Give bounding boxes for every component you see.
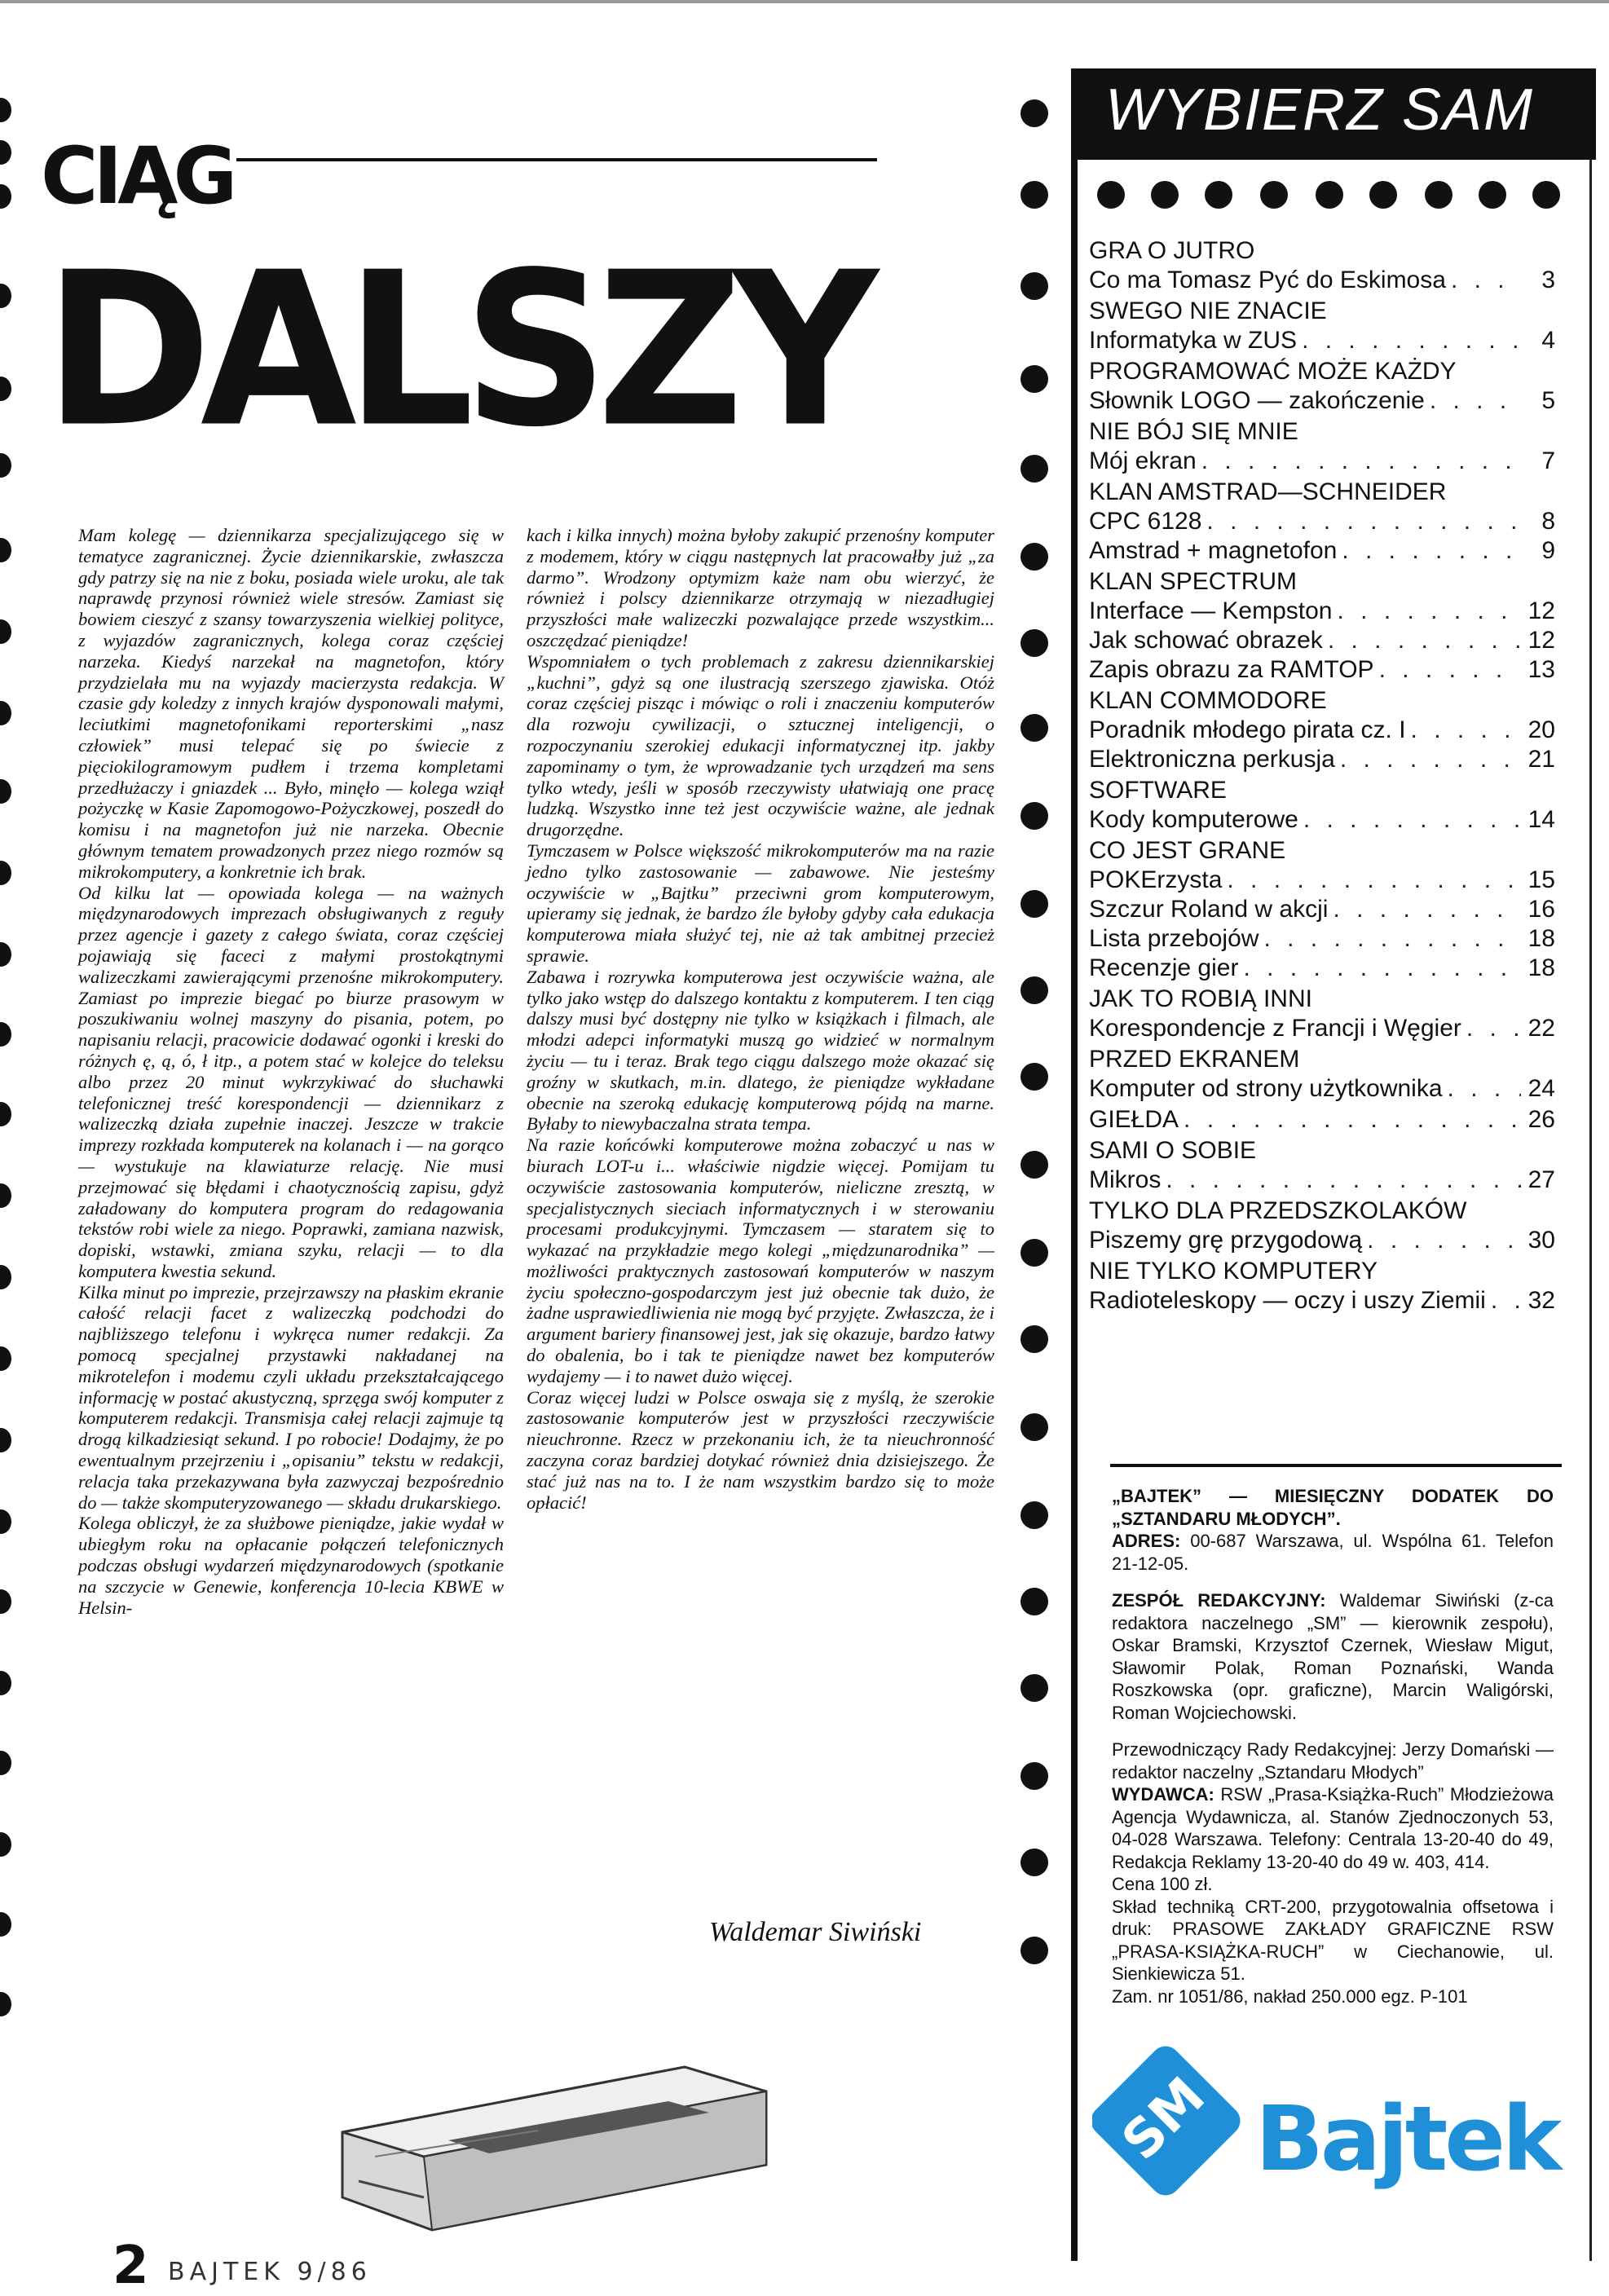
toc-entry-page: 7 bbox=[1541, 447, 1555, 474]
page-footer: BAJTEK 9/86 bbox=[168, 2258, 372, 2286]
toc-entry bbox=[1089, 954, 1555, 983]
toc-entry bbox=[1089, 1014, 1555, 1043]
toc-section bbox=[1089, 478, 1555, 566]
toc-entry-title: Radioteleskopy — oczy i uszy Ziemii bbox=[1089, 1287, 1486, 1314]
toc-leader-dots bbox=[1451, 266, 1521, 295]
toc-entry-page: 4 bbox=[1541, 327, 1555, 354]
imprint-masthead: „BAJTEK” — MIESIĘCZNY DODATEK DO „SZTANDARU MŁODYCH”. bbox=[1112, 1486, 1554, 1529]
toc-leader-dots bbox=[1184, 1105, 1521, 1135]
article-column-1: Mam kolegę — dziennikarza specjalizującego się w tematyce zagranicznej. Życie dziennikarskie, zwłaszcza gdy patrzy się na nie z boku, posiada wiele uroku, ale tak naprawdę przynosi również wiele stresów. Zamiast się bowiem cieszyć z szansy towarzyszenia wielkiej polityce, z wyjazdów zagranicznych, kolega coraz częściej narzeka. Kiedyś narzekał na magnetofon, który przydzielała mu na wyjazdy macierzysta redakcja. W czasie gdy koledzy z innych krajów dysponowali małymi, leciutkimi magnetofonikami reporterskimi „nasz człowiek” musi telepać się po świecie z pięciokilogramowym pudłem i trzema kompletami przedłużaczy i gniazdek ... Było, minęło — kolega wziął pożyczkę w Kasie Zapomogowo-Pożyczkowej, poszedł do komisu i na magnetofon już nie narzeka. Obecnie głównym tematem prowadzonych przez niego rozmów są mikrokomputery, a konkretnie ich brak. Od kilku lat — opowiada kolega — na ważnych międzynarodowych imprezach obsługiwanych z reguły przez agencje i gazety z całego świata, coraz częściej pojawiają się faceci z małymi prostokątnymi walizeczkami zawierającymi przenośne mikrokomputery. Zamiast po imprezie biegać po biurze prasowym w poszukiwaniu wolnej maszyny do pisania, potem, po napisaniu relacji, pracowicie dodawać ogonki i kreski do różnych ę, ą, ó, ł itp., a potem stać w kolejce do teleksu albo przez 20 minut wykrzykiwać do słuchawki telefonicznej treść korespondencji — dziennikarz z walizeczką działa zupełnie inaczej. Jeszcze w trakcie imprezy rozkłada komputerek na kolanach i — na gorąco — wystukuje na klawiaturze relację. Nie musi przejmować się błędami i chaotycznością zapisu, gdyż załadowany do komputera program do redagowania tekstów robi wiele za niego. Poprawki, zamiana nazwisk, dopiski, wstawki, zmiana szyku, relacji — to dla komputera kwestia sekund. Kilka minut po imprezie, przejrzawszy na płaskim ekranie całość relacji facet z walizeczką podchodzi do najbliższego telefonu i wykręca numer redakcji. Za pomocą specjalnej przystawki nakładanej na mikrotelefon i modemu czyli układu przekształcającego informację w postać akustyczną, sprzęga swój komputer z komputerem redakcji. Transmisja całej relacji zajmuje tą drogą kilkadziesiąt sekund. I po robocie! Dodajmy, że po ewentualnym przejrzeniu i „opisaniu” tekstu w redakcji, relacja taka przekazywana była zazwyczaj bezpośrednio do — także skomputeryzowanego — składu drukarskiego. Kolega obliczył, że za służbowe pieniądze, jakie wydał w ubiegłym roku na opłacanie połączeń telefonicznych podczas obsługi wydarzeń międzynarodowych (spotkanie na szczycie w Genewie, konferencja 10-lecia KBWE w Helsin- bbox=[78, 525, 504, 1618]
toc-leader-dots bbox=[1340, 745, 1521, 774]
toc-entry-page: 16 bbox=[1527, 896, 1555, 923]
toc-entry-page: 32 bbox=[1527, 1287, 1555, 1314]
headline-dalszy: DALSZY bbox=[44, 227, 867, 474]
toc-entry bbox=[1089, 1166, 1555, 1195]
toc-entry-page: 20 bbox=[1527, 716, 1555, 743]
toc-entry bbox=[1089, 1226, 1555, 1255]
toc-leader-dots bbox=[1201, 447, 1521, 476]
toc-entry-title: Jak schować obrazek bbox=[1089, 627, 1323, 654]
toc-section-heading: PROGRAMOWAĆ MOŻE KAŻDY bbox=[1089, 358, 1457, 385]
toc-entry bbox=[1089, 655, 1555, 685]
toc-entry-title: Recenzje gier bbox=[1089, 954, 1239, 981]
toc-leader-dots bbox=[1342, 536, 1521, 566]
headline-ciag: CIĄG bbox=[41, 130, 233, 222]
toc-entry-title: Szczur Roland w akcji bbox=[1089, 896, 1329, 923]
toc-leader-dots bbox=[1303, 805, 1521, 835]
toc-leader-dots bbox=[1411, 716, 1521, 745]
toc-section bbox=[1089, 297, 1555, 355]
toc-leader-dots bbox=[1302, 326, 1521, 355]
toc-entry-page: 21 bbox=[1527, 746, 1555, 773]
toc-entry-title: Elektroniczna perkusja bbox=[1089, 746, 1335, 773]
toc-entry bbox=[1089, 866, 1555, 895]
toc-entry-page: 12 bbox=[1527, 627, 1555, 654]
toc-entry-page: 9 bbox=[1541, 537, 1555, 564]
toc-section-heading: JAK TO ROBIĄ INNI bbox=[1089, 985, 1312, 1012]
toc-section-heading: SWEGO NIE ZNACIE bbox=[1089, 297, 1327, 324]
toc-entry-title: Kody komputerowe bbox=[1089, 806, 1298, 833]
toc-section-heading: KLAN COMMODORE bbox=[1089, 687, 1327, 714]
toc-leader-dots bbox=[1337, 597, 1521, 626]
toc-section bbox=[1089, 776, 1555, 835]
printer-illustration bbox=[326, 2034, 782, 2238]
toc-section-heading: KLAN SPECTRUM bbox=[1089, 568, 1298, 595]
toc-section-heading: GRA O JUTRO bbox=[1089, 237, 1255, 264]
toc-entry-page: 22 bbox=[1527, 1015, 1555, 1042]
bajtek-logo bbox=[1092, 2015, 1573, 2227]
toc-entry-title: GIEŁDA bbox=[1089, 1106, 1179, 1133]
imprint-team: ZESPÓŁ REDAKCYJNY: Waldemar Siwiński (z-ca redaktora naczelnego „SM” — kierownik zespołu), Oskar Bramski, Krzysztof Czernek, Wiesław Migut, Sławomir Polak, Roman Poznański, Wanda Roszkowska (opr. graficzne), Marcin Waligórski, Roman Wojciechowski. bbox=[1112, 1590, 1554, 1723]
toc-entry-page: 12 bbox=[1527, 597, 1555, 624]
toc-entry-title: POKErzysta bbox=[1089, 866, 1223, 893]
article-signature: Waldemar Siwiński bbox=[709, 1917, 922, 1947]
toc-entry-title: Słownik LOGO — zakończenie bbox=[1089, 387, 1425, 414]
toc-section-heading: NIE TYLKO KOMPUTERY bbox=[1089, 1258, 1378, 1285]
logo-badge-text: SM bbox=[1110, 2065, 1217, 2172]
toc-entry-page: 26 bbox=[1527, 1106, 1555, 1133]
table-of-contents bbox=[1089, 236, 1555, 1317]
toc-section bbox=[1089, 1136, 1555, 1195]
imprint-council: Przewodniczący Rady Redakcyjnej: Jerzy Domański — redaktor naczelny „Sztandaru Młodych” WYDAWCA: RSW „Prasa-Książka-Ruch” Młodzieżowa Agencja Wydawnicza, al. Stanów Zjednoczonych 53, 04-028 Warszawa. Telefony: Centrala 13-20-40 do 49, Redakcja Reklamy 13-20-40 do 49 w. 403, 414. Cena 100 zł. Skład techniką CRT-200, przygotowalnia offsetowa i druk: PRASOWE ZAKŁADY GRAFICZNE RSW „PRASA-KSIĄŻKA-RUCH” w Ciechanowie, ul. Sienkiewicza 51. Zam. nr 1051/86, nakład 250.000 egz. P-101 bbox=[1112, 1739, 1554, 2007]
toc-leader-dots bbox=[1466, 1014, 1521, 1043]
toc-section bbox=[1089, 1257, 1555, 1315]
toc-entry bbox=[1089, 805, 1555, 835]
toc-entry bbox=[1089, 1074, 1555, 1104]
toc-section bbox=[1089, 1105, 1555, 1135]
toc-entry bbox=[1089, 1105, 1555, 1135]
toc-entry-page: 15 bbox=[1527, 866, 1555, 893]
toc-leader-dots bbox=[1379, 655, 1521, 685]
toc-section bbox=[1089, 836, 1555, 983]
toc-leader-dots bbox=[1227, 866, 1521, 895]
imprint-address: ADRES: 00-687 Warszawa, ul. Wspólna 61. Telefon 21-12-05. bbox=[1112, 1531, 1554, 1574]
toc-leader-dots bbox=[1448, 1074, 1521, 1104]
toc-entry bbox=[1089, 597, 1555, 626]
toc-leader-dots bbox=[1328, 626, 1521, 655]
toc-entry-page: 30 bbox=[1527, 1227, 1555, 1254]
toc-leader-dots bbox=[1243, 954, 1521, 983]
toc-leader-dots bbox=[1263, 924, 1521, 954]
toc-leader-dots bbox=[1166, 1166, 1521, 1195]
toc-entry bbox=[1089, 507, 1555, 536]
imprint-separator bbox=[1110, 1464, 1562, 1467]
toc-leader-dots bbox=[1430, 386, 1521, 416]
toc-entry-title: Co ma Tomasz Pyć do Eskimosa bbox=[1089, 267, 1446, 293]
toc-entry-title: Amstrad + magnetofon bbox=[1089, 537, 1338, 564]
toc-entry-title: CPC 6128 bbox=[1089, 508, 1202, 535]
toc-section bbox=[1089, 417, 1555, 476]
toc-entry-page: 3 bbox=[1541, 267, 1555, 293]
toc-entry bbox=[1089, 326, 1555, 355]
toc-entry bbox=[1089, 924, 1555, 954]
toc-section-heading: NIE BÓJ SIĘ MNIE bbox=[1089, 418, 1298, 445]
toc-entry-title: Informatyka w ZUS bbox=[1089, 327, 1298, 354]
toc-entry-title: Lista przebojów bbox=[1089, 925, 1259, 952]
toc-entry bbox=[1089, 386, 1555, 416]
imprint bbox=[1089, 1485, 1554, 2022]
toc-leader-dots bbox=[1491, 1286, 1521, 1315]
page-number: 2 bbox=[112, 2236, 149, 2296]
toc-section-heading: SAMI O SOBIE bbox=[1089, 1137, 1257, 1164]
toc-entry-title: Interface — Kempston bbox=[1089, 597, 1333, 624]
sidebar-title: WYBIERZ SAM bbox=[1105, 77, 1535, 143]
toc-section bbox=[1089, 1196, 1555, 1255]
toc-section-heading: TYLKO DLA PRZEDSZKOLAKÓW bbox=[1089, 1197, 1467, 1224]
toc-section bbox=[1089, 236, 1555, 295]
toc-entry-title: Korespondencje z Francji i Węgier bbox=[1089, 1015, 1461, 1042]
toc-entry bbox=[1089, 1286, 1555, 1315]
toc-section-heading: PRZED EKRANEM bbox=[1089, 1046, 1300, 1073]
toc-entry-page: 18 bbox=[1527, 925, 1555, 952]
toc-entry-title: Poradnik młodego pirata cz. I bbox=[1089, 716, 1406, 743]
toc-entry bbox=[1089, 895, 1555, 924]
toc-entry bbox=[1089, 447, 1555, 476]
toc-entry-title: Mój ekran bbox=[1089, 447, 1197, 474]
toc-entry-page: 14 bbox=[1527, 806, 1555, 833]
toc-section bbox=[1089, 686, 1555, 774]
toc-entry-title: Komputer od strony użytkownika bbox=[1089, 1075, 1443, 1102]
toc-entry-page: 24 bbox=[1527, 1075, 1555, 1102]
toc-entry bbox=[1089, 266, 1555, 295]
toc-entry-title: Piszemy grę przygodową bbox=[1089, 1227, 1363, 1254]
toc-leader-dots bbox=[1206, 507, 1521, 536]
toc-section bbox=[1089, 985, 1555, 1043]
toc-section bbox=[1089, 567, 1555, 685]
toc-entry-page: 18 bbox=[1527, 954, 1555, 981]
toc-section-heading: KLAN AMSTRAD—SCHNEIDER bbox=[1089, 478, 1447, 505]
toc-entry bbox=[1089, 716, 1555, 745]
toc-leader-dots bbox=[1333, 895, 1521, 924]
toc-entry-page: 27 bbox=[1527, 1166, 1555, 1193]
toc-entry-title: Zapis obrazu za RAMTOP bbox=[1089, 656, 1374, 683]
toc-section-heading: CO JEST GRANE bbox=[1089, 837, 1286, 864]
toc-entry-page: 8 bbox=[1541, 508, 1555, 535]
logo-wordmark: Bajtek bbox=[1255, 2087, 1559, 2191]
toc-entry-page: 13 bbox=[1527, 656, 1555, 683]
toc-section bbox=[1089, 1045, 1555, 1104]
toc-entry bbox=[1089, 536, 1555, 566]
headline-rule bbox=[236, 158, 877, 161]
toc-entry-page: 5 bbox=[1541, 387, 1555, 414]
toc-leader-dots bbox=[1367, 1226, 1521, 1255]
toc-entry-title: Mikros bbox=[1089, 1166, 1162, 1193]
toc-section-heading: SOFTWARE bbox=[1089, 777, 1227, 804]
top-rule bbox=[0, 0, 1609, 3]
sidebar-right-rule bbox=[1589, 68, 1592, 2261]
toc-section bbox=[1089, 357, 1555, 416]
toc-entry bbox=[1089, 745, 1555, 774]
article-column-2: kach i kilka innych) można byłoby zakupić przenośny komputer z modemem, który w ciągu następnych lat pracowałby już „za darmo”. Wrodzony optymizm każe nam obu wierzyć, że również i polscy dziennikarze otrzymają w niezadługiej przyszłości małe walizeczki pozwalające przede wszystkim... oszczędzać pieniądze! Wspomniałem o tych problemach z zakresu dziennikarskiej „kuchni”, gdyż są one ilustracją szerszego zjawiska. Otóż coraz częściej pisząc i mówiąc o roli i znaczeniu komputerów dla rozwoju cywilizacji, o sztucznej inteligencji, o rozpoczynaniu szerokiej edukacji informatycznej itp. jakby zapominamy o tym, że wprowadzanie tych urządzeń ma sens tylko wtedy, jeśli w sposób rzeczywisty ułatwiają one pracę ludzką. Wszystko inne też jest oczywiście ważne, ale jednak drugorzędne. Tymczasem w Polsce większość mikrokomputerów ma na razie jedno tylko zastosowanie — zabawowe. Nie jesteśmy oczywiście w „Bajtku” przeciwni grom komputerowym, upieramy się jednak, że bardzo źle byłoby gdyby cała edukacja komputerowa miała służyć tej, nie aż tak ambitnej przecież sprawie. Zabawa i rozrywka komputerowa jest oczywiście ważna, ale tylko jako wstęp do dalszego kontaktu z komputerem. I ten ciąg dalszy musi być dostępny nie tylko w książkach i filmach, ale młodzi adepci informatyki muszą go widzieć w normalnym życiu — tu i teraz. Brak tego ciągu dalszego może okazać się groźny w skutkach, m.in. dlatego, że pieniądze wykładane obecnie na szeroką edukację komputerową pójdą na marne. Byłaby to niewybaczalna strata tempa. Na razie końcówki komputerowe można zobaczyć u nas w biurach LOT-u i... właściwie nigdzie więcej. Pomijam tu oczywiście zastosowania komputerów, nieliczne zresztą, w specjalistycznych sieciach informatycznych i w sterowaniu procesami produkcyjnymi. Tymczasem — staratem się to wykazać na przykładzie mego kolegi „międzunarodnika” — możliwości praktycznych zastosowań komputerów w naszym życiu społeczno-gospodarczym jest już obecnie tak dużo, że żadne usprawiedliwienia nie mogą być przyjęte. Zwłaszcza, że i argument bariery finansowej jest, jak się okazuje, bardzo łatwy do obalenia, bo i tak te pieniądze nawet bez komputerów wydajemy — i to nawet dużo więcej. Coraz więcej ludzi w Polsce oswaja się z myślą, że szerokie zastosowanie komputerów jest w przyszłości rzeczywiście nieuchronne. Rzecz w przekonaniu ich, że ta nieuchronność zaczyna coraz bardziej dotykać również dnia dzisiejszego. Że stać już nas na to. I że nam wszystkim bardzo się to może opłacić! bbox=[527, 525, 994, 1513]
toc-entry bbox=[1089, 626, 1555, 655]
